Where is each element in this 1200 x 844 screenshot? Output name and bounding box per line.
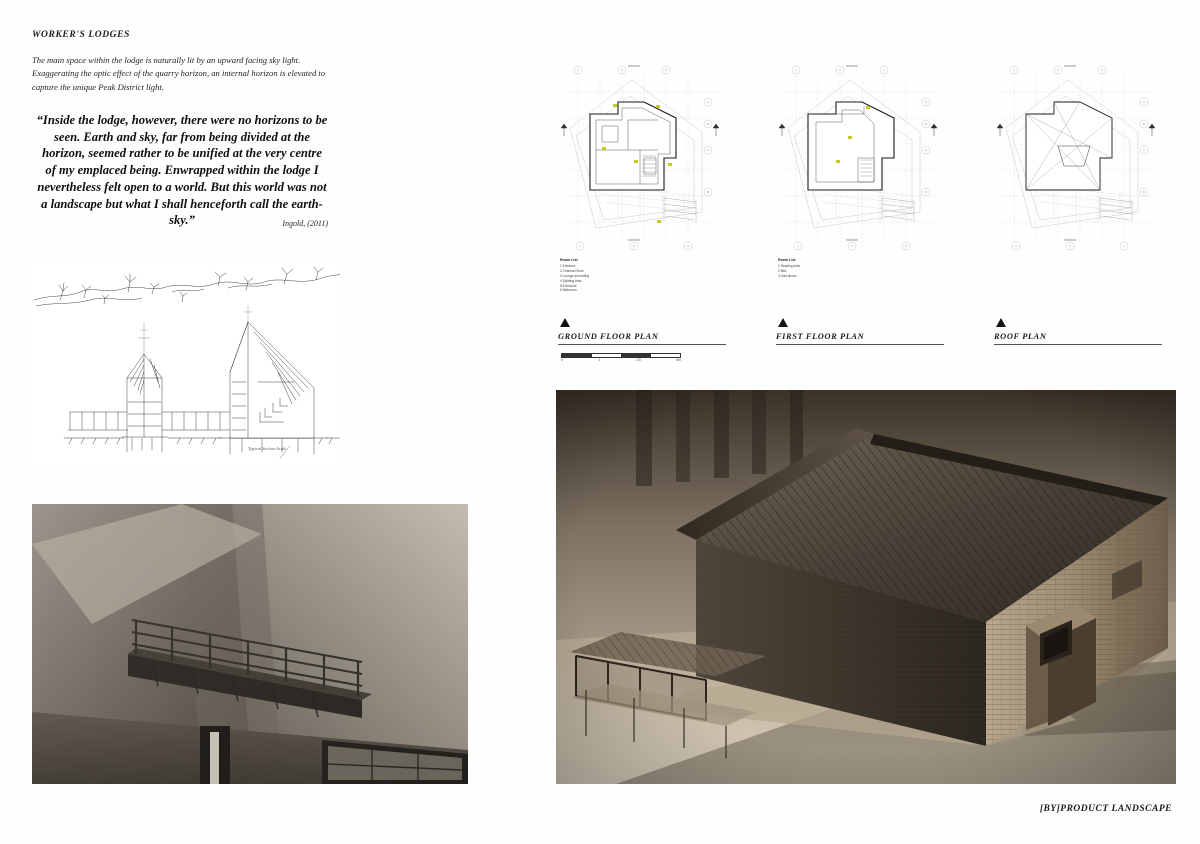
ground-floor-plan-label: GROUND FLOOR PLAN (558, 332, 726, 345)
scale-tick: 0 (561, 358, 563, 362)
pull-quote: “Inside the lodge, however, there were no horizons to be seen. Earth and sky, far from being divided at the horizon, seemed rather to be unified at the very centre of my emplaced being. Enwrapped within the lodge I nevertheless felt open to a world. But this world was not a landscape but what I shall henceforth call the earth-sky.” (36, 113, 328, 228)
key-item: 1 Reading deck (778, 264, 801, 269)
footer-brand: [BY]PRODUCT LANDSCAPE (1039, 804, 1172, 814)
svg-text:B: B (707, 122, 709, 127)
svg-text:2: 2 (633, 244, 635, 249)
scale-bar (561, 352, 681, 362)
north-arrow-icon (560, 318, 570, 327)
svg-text:A: A (1142, 100, 1146, 105)
first-floor-key (778, 258, 800, 279)
roof-plan-drawing (992, 62, 1177, 254)
svg-text:C: C (924, 148, 928, 153)
svg-text:2: 2 (1057, 68, 1059, 73)
intro-paragraph: The main space within the lodge is naturally lit by an upward facing sky light. Exaggerating the optic effect of the quarry horizon, an internal horizon is elevated to capture the unique Peak District light. (32, 55, 326, 92)
north-arrow-icon (778, 318, 788, 327)
svg-text:1: 1 (797, 244, 799, 249)
interior-photo (32, 504, 468, 784)
svg-text:3: 3 (665, 68, 667, 73)
key-title: Room List (560, 258, 578, 262)
svg-text:A: A (707, 100, 709, 105)
svg-text:3: 3 (687, 244, 689, 249)
svg-text:C: C (1142, 148, 1146, 153)
svg-text:1: 1 (1015, 244, 1017, 249)
svg-text:1: 1 (795, 68, 797, 73)
key-item: 4 Splitting Area (560, 278, 582, 283)
svg-text:2: 2 (1069, 244, 1071, 249)
svg-text:2: 2 (839, 68, 841, 73)
roof-plan-label: ROOF PLAN (994, 332, 1162, 345)
svg-text:3: 3 (883, 68, 885, 73)
first-floor-plan-drawing (774, 62, 959, 278)
north-arrow-icon (996, 318, 1006, 327)
svg-text:A: A (924, 100, 928, 105)
svg-text:C: C (706, 148, 710, 153)
svg-text:1: 1 (1013, 68, 1015, 73)
key-item: 6 Bathroom (560, 288, 577, 293)
svg-text:B: B (924, 122, 928, 127)
scale-tick: 5m (676, 358, 681, 362)
sketch-caption: Typical Section Scale (248, 446, 287, 451)
key-title: Room List (778, 258, 796, 262)
svg-text:3: 3 (905, 244, 907, 249)
svg-text:3: 3 (1101, 68, 1103, 73)
svg-text:D: D (1142, 190, 1146, 195)
svg-text:1: 1 (577, 68, 579, 73)
svg-text:D: D (706, 190, 710, 195)
key-item: 2 Charcoal Store (560, 269, 584, 274)
svg-text:2: 2 (621, 68, 623, 73)
page-title: WORKER'S LODGES (32, 30, 130, 40)
ground-floor-key (560, 258, 589, 293)
scale-tick: 2.5 (636, 358, 641, 362)
key-item: 1 Entrance (560, 264, 576, 269)
svg-text:3: 3 (1123, 244, 1125, 249)
svg-text:1: 1 (579, 244, 581, 249)
svg-text:D: D (924, 190, 928, 195)
key-item: 2 Bed (778, 269, 787, 274)
first-floor-plan-label: FIRST FLOOR PLAN (776, 332, 944, 345)
key-item: 3 Lounge and eating (560, 273, 590, 278)
key-item: 5 Enclosure (560, 283, 577, 288)
key-item: 3 Void above (778, 273, 797, 278)
quote-attribution: Ingold, (2011) (282, 219, 328, 228)
ground-floor-plan-drawing (556, 62, 741, 293)
model-photo (556, 390, 1176, 784)
section-sketch (32, 262, 342, 467)
scale-tick: 1 (598, 358, 601, 362)
plans-row (556, 62, 1176, 293)
svg-text:B: B (1142, 122, 1146, 127)
svg-text:2: 2 (851, 244, 853, 249)
